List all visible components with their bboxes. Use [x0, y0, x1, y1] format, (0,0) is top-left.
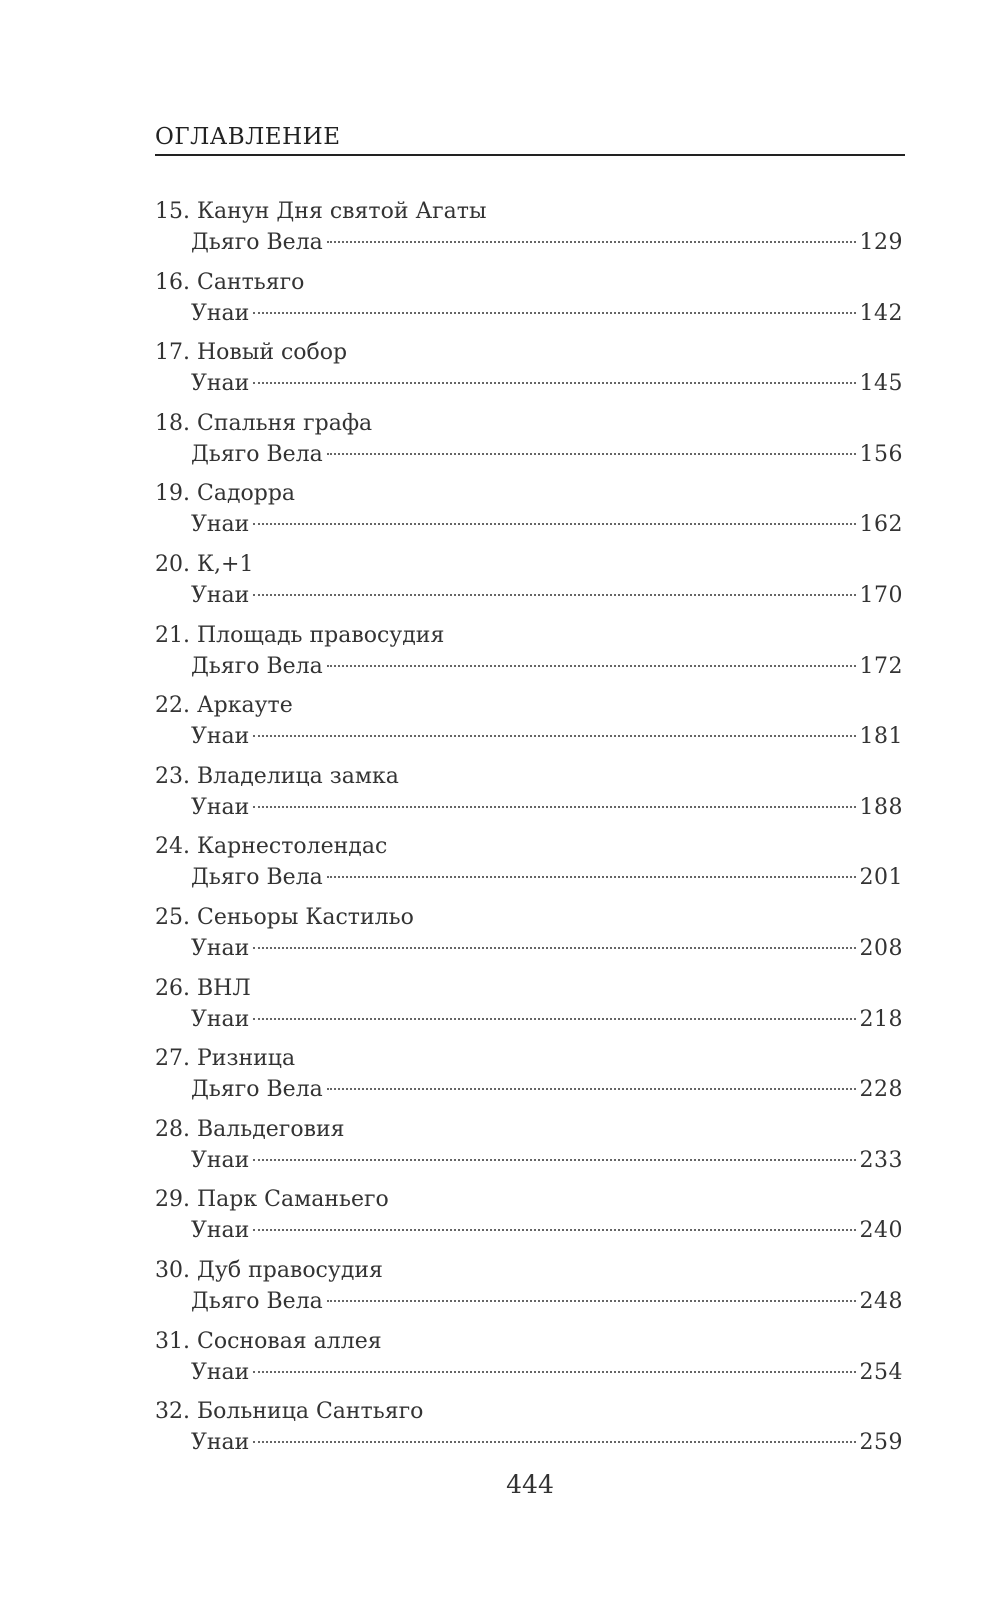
page-title: ОГЛАВЛЕНИЕ — [155, 124, 341, 150]
chapter-heading — [155, 1043, 295, 1075]
chapter-page-number: 181 — [859, 724, 903, 750]
chapter-page-number: 156 — [859, 441, 903, 467]
toc-entry — [155, 973, 905, 1044]
chapter-heading — [155, 902, 414, 934]
chapter-heading — [155, 267, 304, 299]
chapter-line — [191, 580, 903, 612]
chapter-title: Парк Саманьего — [197, 1187, 389, 1213]
chapter-narrator: Унаи — [191, 724, 250, 750]
chapter-narrator: Дьяго Вела — [191, 1288, 323, 1314]
toc-entry — [155, 1184, 905, 1255]
chapter-number: 31. — [155, 1328, 190, 1354]
chapter-page-number: 129 — [859, 230, 903, 255]
toc-entry — [155, 761, 905, 832]
chapter-narrator: Унаи — [191, 371, 250, 397]
chapter-number: 24. — [155, 834, 190, 860]
page-number: 444 — [506, 1470, 554, 1499]
chapter-narrator: Унаи — [191, 1006, 250, 1032]
chapter-heading — [155, 1255, 383, 1287]
chapter-number: 28. — [155, 1116, 190, 1142]
chapter-page-number: 145 — [859, 371, 903, 397]
chapter-page-number: 259 — [859, 1430, 903, 1456]
dot-leader — [253, 1159, 855, 1161]
chapter-narrator: Дьяго Вела — [191, 1077, 323, 1103]
chapter-title: Новый собор — [197, 340, 348, 366]
chapter-narrator: Унаи — [191, 1218, 250, 1244]
running-head — [155, 118, 905, 156]
chapter-heading — [155, 690, 293, 722]
chapter-number: 16. — [155, 269, 190, 295]
chapter-heading — [155, 337, 347, 369]
chapter-page-number: 188 — [859, 794, 903, 820]
chapter-page-number: 162 — [859, 512, 903, 538]
chapter-heading — [155, 973, 251, 1005]
chapter-heading — [155, 1396, 423, 1428]
toc-entry — [155, 620, 905, 691]
chapter-heading — [155, 620, 444, 652]
chapter-heading — [155, 549, 253, 581]
toc-entry — [155, 690, 905, 761]
chapter-page-number: 218 — [859, 1006, 903, 1032]
chapter-narrator: Унаи — [191, 1430, 250, 1456]
chapter-line — [191, 792, 903, 824]
toc-entry — [155, 1396, 905, 1467]
chapter-number: 17. — [155, 340, 190, 366]
chapter-title: Владелица замка — [197, 763, 399, 789]
chapter-narrator: Унаи — [191, 1359, 250, 1385]
chapter-page-number: 240 — [859, 1218, 903, 1244]
chapter-line — [191, 1427, 903, 1459]
chapter-title: ВНЛ — [197, 975, 251, 1001]
toc-entry — [155, 549, 905, 620]
dot-leader — [327, 876, 856, 878]
chapter-line — [191, 1145, 903, 1177]
chapter-page-number: 208 — [859, 935, 903, 961]
dot-leader — [327, 1300, 856, 1302]
chapter-title: Больница Сантьяго — [197, 1399, 424, 1425]
chapter-title: Сеньоры Кастильо — [197, 904, 414, 930]
toc-entry — [155, 1114, 905, 1185]
chapter-page-number: 233 — [859, 1147, 903, 1173]
toc-entry — [155, 337, 905, 408]
toc-entry — [155, 408, 905, 479]
chapter-title: Площадь правосудия — [197, 622, 445, 648]
chapter-number: 21. — [155, 622, 190, 648]
chapter-number: 29. — [155, 1187, 190, 1213]
chapter-title: Дуб правосудия — [197, 1257, 383, 1283]
chapter-number: 30. — [155, 1257, 190, 1283]
chapter-heading — [155, 1114, 345, 1146]
chapter-page-number: 228 — [859, 1077, 903, 1103]
chapter-line — [191, 1074, 903, 1106]
chapter-page-number: 201 — [859, 865, 903, 891]
chapter-title: Ризница — [197, 1046, 296, 1072]
chapter-number: 27. — [155, 1046, 190, 1072]
chapter-title: Спальня графа — [197, 410, 373, 436]
chapter-narrator: Унаи — [191, 300, 250, 326]
toc-entry — [155, 831, 905, 902]
toc-entry — [155, 1326, 905, 1397]
chapter-narrator: Унаи — [191, 1147, 250, 1173]
chapter-page-number: 254 — [859, 1359, 903, 1385]
dot-leader — [253, 735, 855, 737]
toc-entry — [155, 1043, 905, 1114]
chapter-narrator: Дьяго Вела — [191, 230, 323, 255]
chapter-narrator: Дьяго Вела — [191, 865, 323, 891]
chapter-narrator: Унаи — [191, 582, 250, 608]
chapter-narrator: Дьяго Вела — [191, 441, 323, 467]
toc-entry — [155, 902, 905, 973]
chapter-heading — [155, 408, 372, 440]
chapter-narrator: Дьяго Вела — [191, 653, 323, 679]
dot-leader — [253, 1371, 855, 1373]
chapter-number: 20. — [155, 551, 190, 577]
toc-entry — [155, 478, 905, 549]
dot-leader — [253, 1229, 855, 1231]
dot-leader — [327, 1088, 856, 1090]
chapter-line — [191, 651, 903, 683]
chapter-title: К,+1 — [197, 551, 254, 577]
chapter-page-number: 248 — [859, 1288, 903, 1314]
chapter-page-number: 142 — [859, 300, 903, 326]
chapter-line — [191, 298, 903, 330]
toc-entry — [155, 267, 905, 338]
chapter-number: 32. — [155, 1399, 190, 1425]
dot-leader — [253, 523, 855, 525]
dot-leader — [253, 1018, 855, 1020]
dot-leader — [253, 947, 855, 949]
chapter-title: Сосновая аллея — [197, 1328, 382, 1354]
dot-leader — [253, 312, 855, 314]
chapter-heading — [155, 761, 399, 793]
chapter-heading — [155, 1326, 382, 1358]
chapter-line — [191, 1286, 903, 1318]
toc-entry — [155, 1255, 905, 1326]
chapter-line — [191, 509, 903, 541]
chapter-heading — [155, 196, 486, 228]
chapter-title: Сантьяго — [197, 269, 305, 295]
chapter-number: 15. — [155, 199, 190, 224]
chapter-number: 19. — [155, 481, 190, 507]
chapter-line — [191, 862, 903, 894]
chapter-line — [191, 1004, 903, 1036]
dot-leader — [253, 382, 855, 384]
chapter-number: 25. — [155, 904, 190, 930]
dot-leader — [327, 241, 856, 243]
chapter-heading — [155, 1184, 389, 1216]
chapter-line — [191, 721, 903, 753]
chapter-title: Вальдеговия — [197, 1116, 345, 1142]
chapter-title: Канун Дня святой Агаты — [197, 199, 487, 224]
dot-leader — [327, 665, 856, 667]
chapter-title: Садорра — [197, 481, 296, 507]
chapter-line — [191, 439, 903, 471]
chapter-page-number: 170 — [859, 582, 903, 608]
chapter-line — [191, 1357, 903, 1389]
dot-leader — [253, 1441, 855, 1443]
dot-leader — [327, 453, 856, 455]
chapter-page-number: 172 — [859, 653, 903, 679]
chapter-narrator: Унаи — [191, 512, 250, 538]
chapter-line — [191, 933, 903, 965]
chapter-title: Аркауте — [197, 693, 293, 719]
chapter-title: Карнестолендас — [197, 834, 388, 860]
toc-entry — [155, 196, 905, 267]
chapter-heading — [155, 831, 387, 863]
chapter-heading — [155, 478, 295, 510]
table-of-contents — [155, 196, 905, 1467]
chapter-number: 22. — [155, 693, 190, 719]
chapter-line — [191, 227, 903, 259]
chapter-line — [191, 1215, 903, 1247]
chapter-narrator: Унаи — [191, 935, 250, 961]
chapter-number: 23. — [155, 763, 190, 789]
chapter-line — [191, 368, 903, 400]
chapter-number: 26. — [155, 975, 190, 1001]
dot-leader — [253, 594, 855, 596]
dot-leader — [253, 806, 855, 808]
chapter-number: 18. — [155, 410, 190, 436]
chapter-narrator: Унаи — [191, 794, 250, 820]
